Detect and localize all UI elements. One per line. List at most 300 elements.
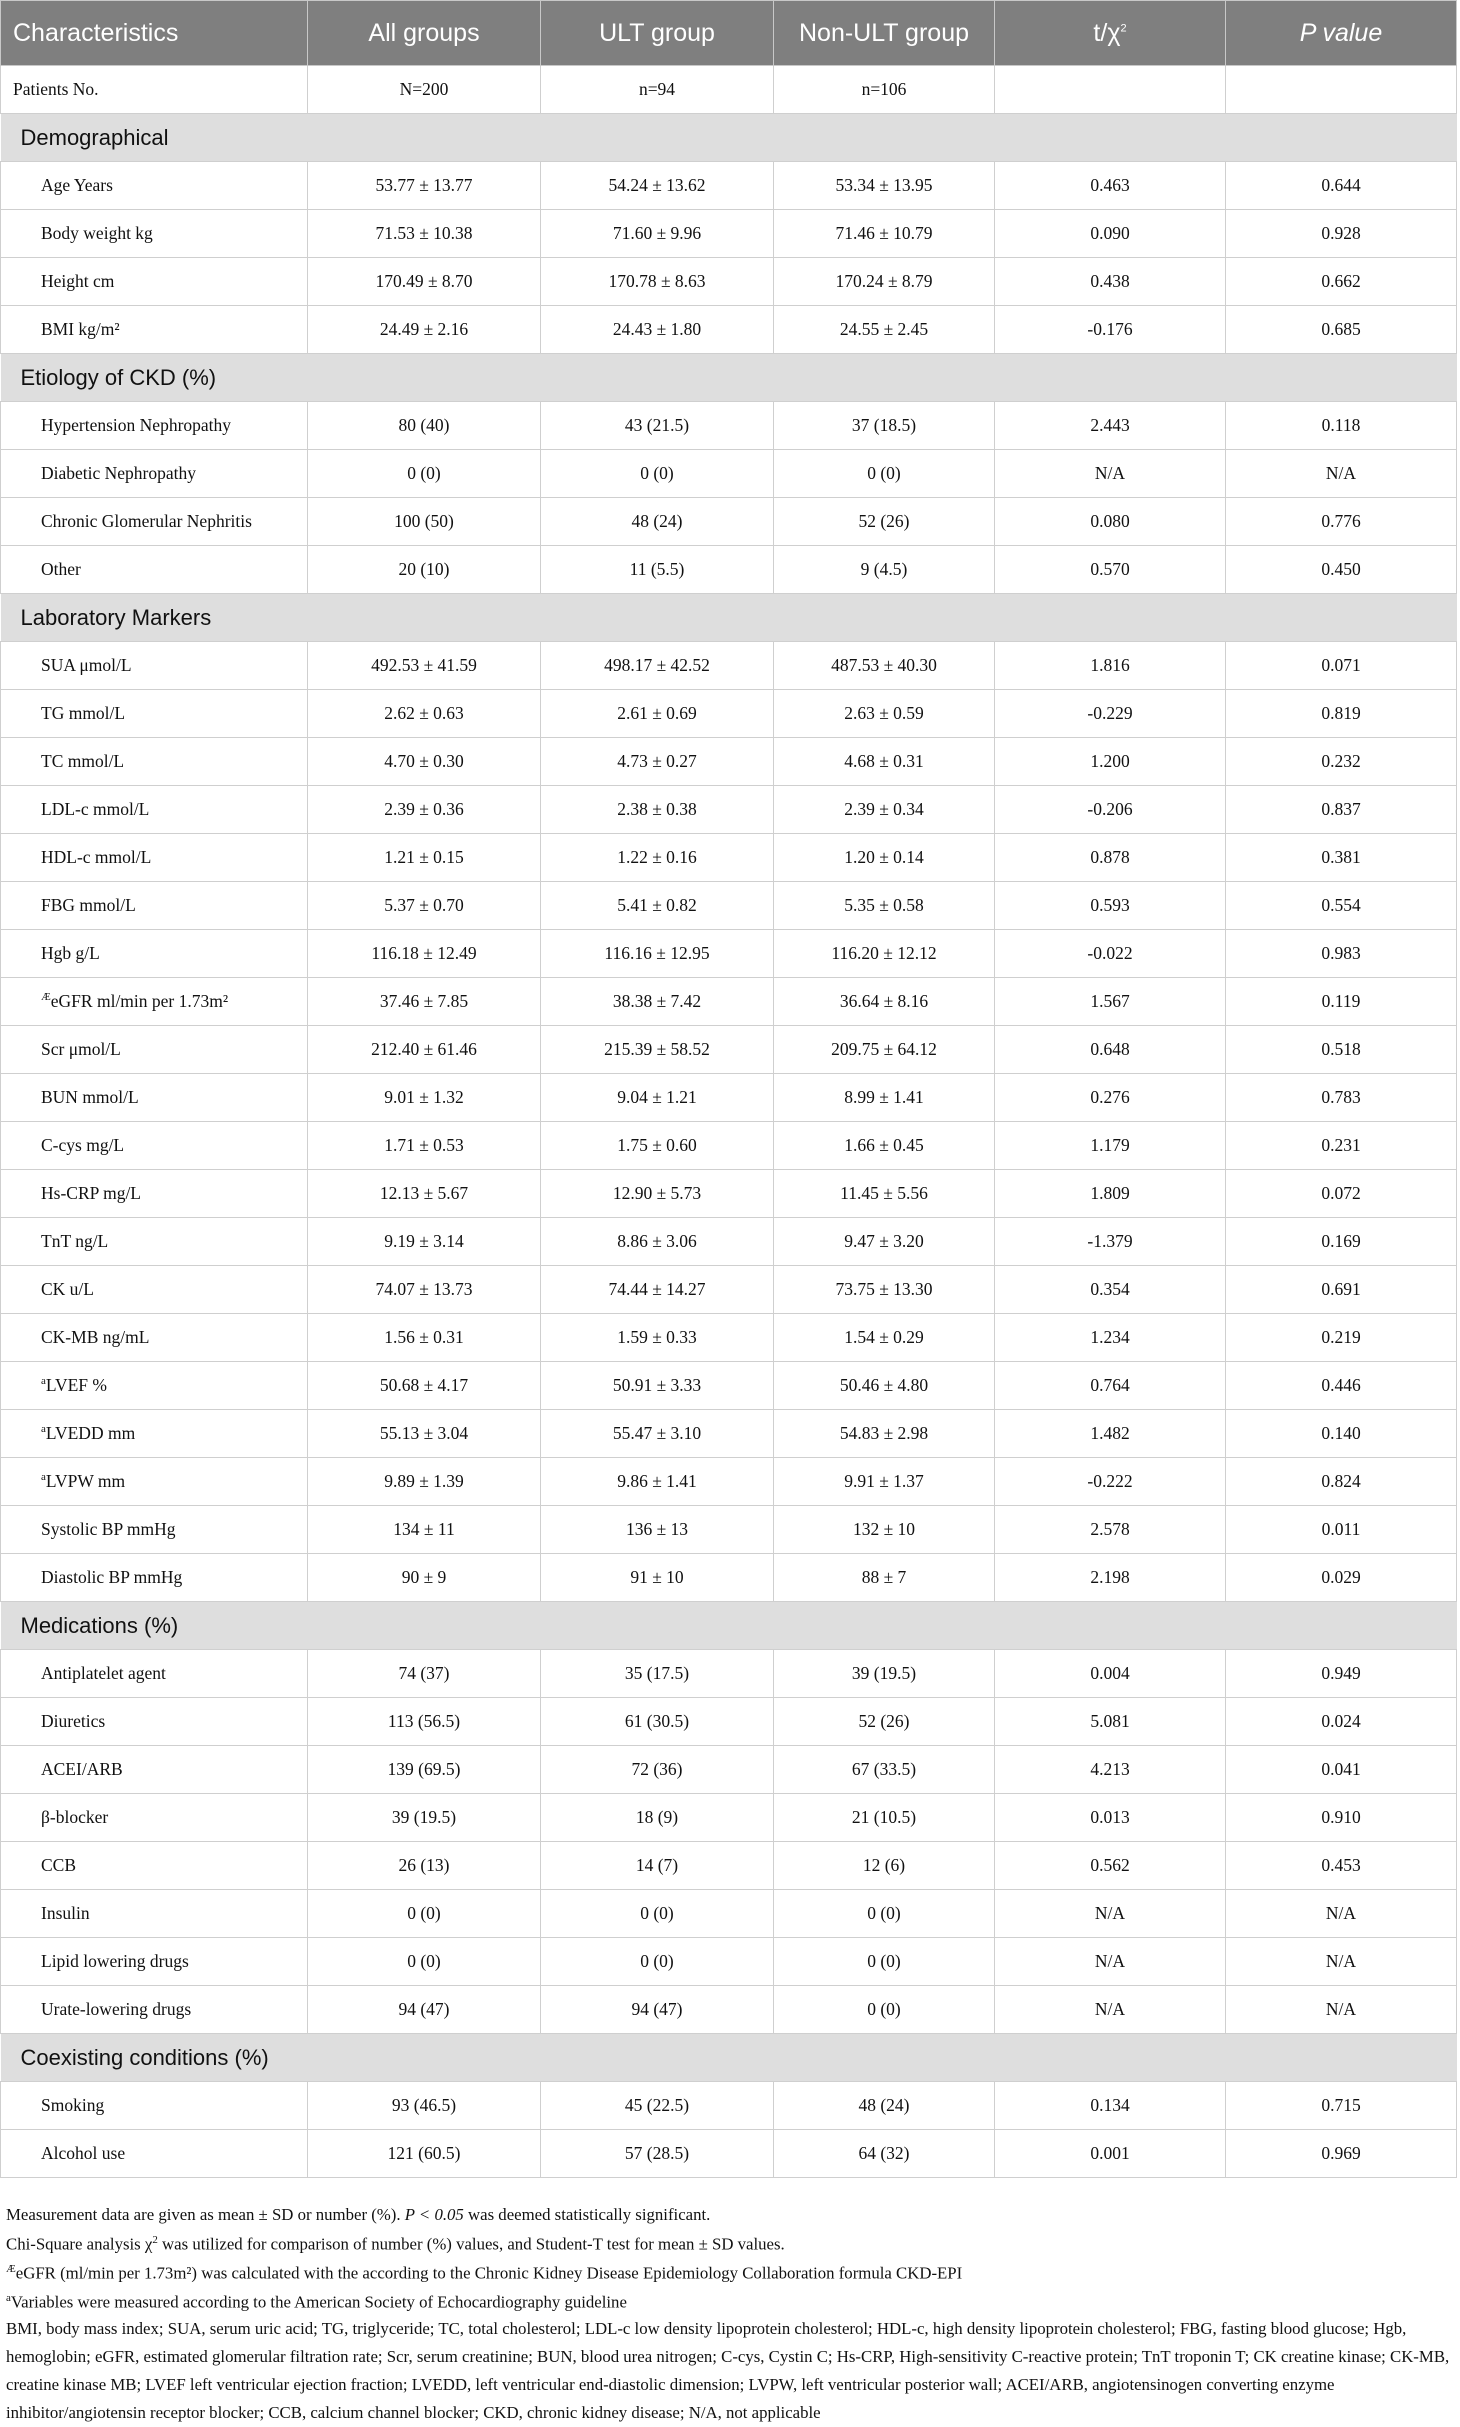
- table-row: [1, 546, 1457, 594]
- p-value-cell: 0.453: [1226, 1842, 1457, 1890]
- test-statistic-cell: -0.022: [995, 930, 1226, 978]
- all-groups-cell: 100 (50): [308, 498, 541, 546]
- p-value-cell: [1226, 66, 1457, 114]
- ult-group-cell: 61 (30.5): [541, 1698, 774, 1746]
- row-label: [1, 1026, 308, 1074]
- row-label: [1, 210, 308, 258]
- row-label-text: HDL-c mmol/L: [41, 847, 152, 867]
- row-label: [1, 1794, 308, 1842]
- p-value-cell: 0.983: [1226, 930, 1457, 978]
- row-label-text: Antiplatelet agent: [41, 1663, 166, 1683]
- all-groups-cell: 39 (19.5): [308, 1794, 541, 1842]
- p-value-cell: 0.381: [1226, 834, 1457, 882]
- ult-group-cell: 14 (7): [541, 1842, 774, 1890]
- non-ult-group-cell: 37 (18.5): [774, 402, 995, 450]
- ult-group-cell: 0 (0): [541, 1890, 774, 1938]
- row-label-text: LVEF %: [45, 1375, 107, 1395]
- all-groups-cell: 20 (10): [308, 546, 541, 594]
- section-label: Medications (%): [1, 1602, 1457, 1650]
- test-statistic-cell: -0.229: [995, 690, 1226, 738]
- row-label-text: CCB: [41, 1855, 77, 1875]
- p-value-cell: 0.118: [1226, 402, 1457, 450]
- test-statistic-cell: 0.004: [995, 1650, 1226, 1698]
- table-row: [1, 1026, 1457, 1074]
- table-row: [1, 1458, 1457, 1506]
- ult-group-cell: 94 (47): [541, 1986, 774, 2034]
- non-ult-group-cell: 24.55 ± 2.45: [774, 306, 995, 354]
- table-row: [1, 882, 1457, 930]
- non-ult-group-cell: 64 (32): [774, 2130, 995, 2178]
- row-label-text: Diuretics: [41, 1711, 106, 1731]
- row-label: [1, 546, 308, 594]
- table-row: [1, 450, 1457, 498]
- all-groups-cell: 0 (0): [308, 1890, 541, 1938]
- row-label-text: LDL-c mmol/L: [41, 799, 150, 819]
- all-groups-cell: 90 ± 9: [308, 1554, 541, 1602]
- ult-group-cell: 9.86 ± 1.41: [541, 1458, 774, 1506]
- ult-group-cell: 12.90 ± 5.73: [541, 1170, 774, 1218]
- p-value-cell: 0.928: [1226, 210, 1457, 258]
- footnote-egfr: [6, 2257, 1456, 2286]
- p-value-cell: 0.024: [1226, 1698, 1457, 1746]
- row-label-text: Systolic BP mmHg: [41, 1519, 176, 1539]
- all-groups-cell: 9.19 ± 3.14: [308, 1218, 541, 1266]
- row-label-text: LVEDD mm: [45, 1423, 136, 1443]
- p-value-cell: 0.119: [1226, 978, 1457, 1026]
- row-label: [1, 1986, 308, 2034]
- p-value-cell: N/A: [1226, 1938, 1457, 1986]
- p-value-cell: 0.715: [1226, 2082, 1457, 2130]
- section-label: Laboratory Markers: [1, 594, 1457, 642]
- non-ult-group-cell: 39 (19.5): [774, 1650, 995, 1698]
- footnote-abbreviations: BMI, body mass index; SUA, serum uric acid; TG, triglyceride; TC, total cholesterol; LDL-c low density lipoprotein cholesterol; HDL-c, high density lipoprotein cholesterol; FBG, fasting blood glucose; Hgb, hemoglobin; eGFR, estimated glomerular filtration rate; Scr, serum creatinine; BUN, blood urea nitrogen; C-cys, Cystin C; Hs-CRP, High-sensitivity C-reactive protein; TnT troponin T; CK creatine kinase; CK-MB, creatine kinase MB; LVEF left ventricular ejection fraction; LVEDD, left ventricular end-diastolic dimension; LVPW, left ventricular posterior wall; ACEI/ARB, angiotensinogen converting enzyme inhibitor/angiotensin receptor blocker; CCB, calcium channel blocker; CKD, chronic kidney disease; N/A, not applicable: [6, 2318, 1450, 2422]
- header-all-groups: All groups: [308, 1, 541, 66]
- row-label: [1, 1170, 308, 1218]
- p-value-cell: 0.949: [1226, 1650, 1457, 1698]
- ult-group-cell: 2.38 ± 0.38: [541, 786, 774, 834]
- ult-group-cell: 38.38 ± 7.42: [541, 978, 774, 1026]
- non-ult-group-cell: 5.35 ± 0.58: [774, 882, 995, 930]
- row-label: [1, 1506, 308, 1554]
- row-label: [1, 642, 308, 690]
- table-row: [1, 1218, 1457, 1266]
- table-row: [1, 1170, 1457, 1218]
- test-statistic-cell: 1.809: [995, 1170, 1226, 1218]
- ult-group-cell: 24.43 ± 1.80: [541, 306, 774, 354]
- test-statistic-cell: 1.567: [995, 978, 1226, 1026]
- table-row: [1, 1554, 1457, 1602]
- ult-group-cell: 498.17 ± 42.52: [541, 642, 774, 690]
- all-groups-cell: 113 (56.5): [308, 1698, 541, 1746]
- ult-group-cell: 43 (21.5): [541, 402, 774, 450]
- test-statistic-cell: 4.213: [995, 1746, 1226, 1794]
- footnote-significance: P < 0.05: [404, 2205, 464, 2224]
- ult-group-cell: 5.41 ± 0.82: [541, 882, 774, 930]
- row-label: [1, 1554, 308, 1602]
- test-statistic-cell: 0.276: [995, 1074, 1226, 1122]
- p-value-cell: 0.072: [1226, 1170, 1457, 1218]
- ult-group-cell: n=94: [541, 66, 774, 114]
- test-statistic-cell: 1.179: [995, 1122, 1226, 1170]
- all-groups-cell: 74 (37): [308, 1650, 541, 1698]
- all-groups-cell: 74.07 ± 13.73: [308, 1266, 541, 1314]
- header-characteristics: Characteristics: [1, 1, 308, 66]
- header-non-ult-group: Non-ULT group: [774, 1, 995, 66]
- non-ult-group-cell: 2.63 ± 0.59: [774, 690, 995, 738]
- row-label-text: ACEI/ARB: [41, 1759, 123, 1779]
- footnote-text: eGFR (ml/min per 1.73m²) was calculated with the according to the Chronic Kidney Disease Epidemiology Collaboration formula CKD-EPI: [15, 2263, 963, 2283]
- non-ult-group-cell: 53.34 ± 13.95: [774, 162, 995, 210]
- all-groups-cell: 37.46 ± 7.85: [308, 978, 541, 1026]
- ult-group-cell: 54.24 ± 13.62: [541, 162, 774, 210]
- p-value-cell: 0.969: [1226, 2130, 1457, 2178]
- ult-group-cell: 215.39 ± 58.52: [541, 1026, 774, 1074]
- test-statistic-cell: 0.134: [995, 2082, 1226, 2130]
- section-label: Etiology of CKD (%): [1, 354, 1457, 402]
- all-groups-cell: 492.53 ± 41.59: [308, 642, 541, 690]
- test-statistic-cell: N/A: [995, 1938, 1226, 1986]
- ult-group-cell: 50.91 ± 3.33: [541, 1362, 774, 1410]
- table-row: [1, 1314, 1457, 1362]
- row-label: [1, 1938, 308, 1986]
- non-ult-group-cell: 116.20 ± 12.12: [774, 930, 995, 978]
- row-label-text: β-blocker: [41, 1807, 109, 1827]
- section-row: [1, 354, 1457, 402]
- row-label-text: Smoking: [41, 2095, 105, 2115]
- ult-group-cell: 4.73 ± 0.27: [541, 738, 774, 786]
- non-ult-group-cell: 209.75 ± 64.12: [774, 1026, 995, 1074]
- non-ult-group-cell: 88 ± 7: [774, 1554, 995, 1602]
- all-groups-cell: 71.53 ± 10.38: [308, 210, 541, 258]
- non-ult-group-cell: 9 (4.5): [774, 546, 995, 594]
- table-row: [1, 402, 1457, 450]
- non-ult-group-cell: 4.68 ± 0.31: [774, 738, 995, 786]
- row-label-text: Scr μmol/L: [41, 1039, 121, 1059]
- p-value-cell: 0.041: [1226, 1746, 1457, 1794]
- non-ult-group-cell: 1.20 ± 0.14: [774, 834, 995, 882]
- test-statistic-cell: 0.354: [995, 1266, 1226, 1314]
- row-label-text: Urate-lowering drugs: [41, 1999, 192, 2019]
- all-groups-cell: 116.18 ± 12.49: [308, 930, 541, 978]
- row-label-text: eGFR ml/min per 1.73m²: [50, 991, 229, 1011]
- p-value-cell: 0.231: [1226, 1122, 1457, 1170]
- row-label: [1, 450, 308, 498]
- p-value-cell: 0.685: [1226, 306, 1457, 354]
- non-ult-group-cell: 8.99 ± 1.41: [774, 1074, 995, 1122]
- ult-group-cell: 9.04 ± 1.21: [541, 1074, 774, 1122]
- table-row: [1, 1746, 1457, 1794]
- row-label-text: LVPW mm: [45, 1471, 126, 1491]
- p-value-cell: 0.011: [1226, 1506, 1457, 1554]
- table-row: [1, 1362, 1457, 1410]
- test-statistic-cell: 2.198: [995, 1554, 1226, 1602]
- footnote-text: Measurement data are given as mean ± SD or number (%).: [6, 2205, 405, 2224]
- row-label: [1, 306, 308, 354]
- row-label: [1, 1890, 308, 1938]
- ult-group-cell: 136 ± 13: [541, 1506, 774, 1554]
- test-statistic-cell: 0.570: [995, 546, 1226, 594]
- row-label-text: Hs-CRP mg/L: [41, 1183, 141, 1203]
- footnote-text: Chi-Square analysis χ: [6, 2234, 153, 2254]
- section-row: [1, 114, 1457, 162]
- all-groups-cell: 94 (47): [308, 1986, 541, 2034]
- header-test-statistic: [995, 1, 1226, 66]
- p-value-cell: 0.518: [1226, 1026, 1457, 1074]
- ult-group-cell: 55.47 ± 3.10: [541, 1410, 774, 1458]
- row-label: [1, 1074, 308, 1122]
- non-ult-group-cell: 0 (0): [774, 450, 995, 498]
- test-statistic-cell: 0.648: [995, 1026, 1226, 1074]
- row-label-text: CK u/L: [41, 1279, 94, 1299]
- test-statistic-cell: 0.463: [995, 162, 1226, 210]
- all-groups-cell: 80 (40): [308, 402, 541, 450]
- row-label: [1, 1314, 308, 1362]
- ult-group-cell: 74.44 ± 14.27: [541, 1266, 774, 1314]
- table-row: [1, 738, 1457, 786]
- footnote-sup: Æ: [6, 2262, 16, 2275]
- all-groups-cell: 212.40 ± 61.46: [308, 1026, 541, 1074]
- table-row: [1, 1698, 1457, 1746]
- test-statistic-cell: 5.081: [995, 1698, 1226, 1746]
- p-value-cell: 0.232: [1226, 738, 1457, 786]
- row-label: [1, 690, 308, 738]
- non-ult-group-cell: 0 (0): [774, 1986, 995, 2034]
- ult-group-cell: 91 ± 10: [541, 1554, 774, 1602]
- row-label-text: Age Years: [41, 175, 113, 195]
- footnote-tests: [6, 2228, 1456, 2257]
- row-label: [1, 930, 308, 978]
- ult-group-cell: 1.22 ± 0.16: [541, 834, 774, 882]
- all-groups-cell: 170.49 ± 8.70: [308, 258, 541, 306]
- header-ult-group: ULT group: [541, 1, 774, 66]
- non-ult-group-cell: 50.46 ± 4.80: [774, 1362, 995, 1410]
- non-ult-group-cell: 9.91 ± 1.37: [774, 1458, 995, 1506]
- footnote-echo: [6, 2286, 1456, 2315]
- row-label: [1, 1458, 308, 1506]
- table-row: [1, 1842, 1457, 1890]
- non-ult-group-cell: 54.83 ± 2.98: [774, 1410, 995, 1458]
- test-statistic-cell: 0.001: [995, 2130, 1226, 2178]
- footnote-data-format: [6, 2203, 1456, 2228]
- row-label-text: FBG mmol/L: [41, 895, 136, 915]
- table-row: [1, 1410, 1457, 1458]
- p-value-cell: 0.910: [1226, 1794, 1457, 1842]
- row-label: [1, 66, 308, 114]
- table-row: [1, 210, 1457, 258]
- all-groups-cell: 4.70 ± 0.30: [308, 738, 541, 786]
- all-groups-cell: 1.21 ± 0.15: [308, 834, 541, 882]
- ult-group-cell: 72 (36): [541, 1746, 774, 1794]
- table-row: [1, 1074, 1457, 1122]
- row-label: [1, 1746, 308, 1794]
- table-row: [1, 1266, 1457, 1314]
- p-value-cell: 0.029: [1226, 1554, 1457, 1602]
- row-label: [1, 2082, 308, 2130]
- row-label: [1, 786, 308, 834]
- test-statistic-cell: -1.379: [995, 1218, 1226, 1266]
- test-statistic-cell: 0.438: [995, 258, 1226, 306]
- test-statistic-cell: 0.090: [995, 210, 1226, 258]
- row-label: [1, 1122, 308, 1170]
- footnote-sup: a: [6, 2291, 11, 2304]
- all-groups-cell: 121 (60.5): [308, 2130, 541, 2178]
- non-ult-group-cell: 52 (26): [774, 1698, 995, 1746]
- row-label-sup: Æ: [41, 991, 51, 1004]
- row-label: [1, 258, 308, 306]
- test-statistic-cell: 2.578: [995, 1506, 1226, 1554]
- test-statistic-cell: [995, 66, 1226, 114]
- row-label-text: Hgb g/L: [41, 943, 100, 963]
- p-value-cell: 0.169: [1226, 1218, 1457, 1266]
- non-ult-group-cell: 170.24 ± 8.79: [774, 258, 995, 306]
- all-groups-cell: 12.13 ± 5.67: [308, 1170, 541, 1218]
- table-row: [1, 1650, 1457, 1698]
- non-ult-group-cell: 52 (26): [774, 498, 995, 546]
- test-statistic-cell: 0.080: [995, 498, 1226, 546]
- test-statistic-cell: -0.222: [995, 1458, 1226, 1506]
- all-groups-cell: 55.13 ± 3.04: [308, 1410, 541, 1458]
- p-value-cell: 0.776: [1226, 498, 1457, 546]
- p-value-cell: 0.662: [1226, 258, 1457, 306]
- all-groups-cell: 26 (13): [308, 1842, 541, 1890]
- row-label-text: Chronic Glomerular Nephritis: [41, 511, 252, 531]
- p-value-cell: 0.554: [1226, 882, 1457, 930]
- all-groups-cell: 1.56 ± 0.31: [308, 1314, 541, 1362]
- row-label: [1, 162, 308, 210]
- non-ult-group-cell: n=106: [774, 66, 995, 114]
- test-statistic-cell: 0.878: [995, 834, 1226, 882]
- non-ult-group-cell: 0 (0): [774, 1890, 995, 1938]
- table-row: [1, 1122, 1457, 1170]
- table-footnotes: [6, 2203, 1456, 2427]
- p-value-cell: 0.644: [1226, 162, 1457, 210]
- row-label: [1, 1698, 308, 1746]
- all-groups-cell: 2.39 ± 0.36: [308, 786, 541, 834]
- row-label: [1, 1362, 308, 1410]
- ult-group-cell: 48 (24): [541, 498, 774, 546]
- ult-group-cell: 170.78 ± 8.63: [541, 258, 774, 306]
- test-statistic-cell: 1.816: [995, 642, 1226, 690]
- non-ult-group-cell: 73.75 ± 13.30: [774, 1266, 995, 1314]
- non-ult-group-cell: 487.53 ± 40.30: [774, 642, 995, 690]
- table-row: [1, 1794, 1457, 1842]
- header-test-statistic-label: t/χ: [1093, 18, 1121, 47]
- row-label: [1, 834, 308, 882]
- table-row: [1, 1890, 1457, 1938]
- ult-group-cell: 71.60 ± 9.96: [541, 210, 774, 258]
- p-value-cell: 0.837: [1226, 786, 1457, 834]
- all-groups-cell: 1.71 ± 0.53: [308, 1122, 541, 1170]
- table-row: [1, 2082, 1457, 2130]
- table-row: [1, 978, 1457, 1026]
- row-label-text: Body weight kg: [41, 223, 153, 243]
- footnote-text: Variables were measured according to the American Society of Echocardiography guideline: [10, 2292, 627, 2312]
- ult-group-cell: 11 (5.5): [541, 546, 774, 594]
- non-ult-group-cell: 0 (0): [774, 1938, 995, 1986]
- test-statistic-cell: N/A: [995, 1986, 1226, 2034]
- p-value-cell: 0.446: [1226, 1362, 1457, 1410]
- table-row: [1, 258, 1457, 306]
- test-statistic-cell: N/A: [995, 1890, 1226, 1938]
- row-label: [1, 1650, 308, 1698]
- non-ult-group-cell: 132 ± 10: [774, 1506, 995, 1554]
- table-row: [1, 162, 1457, 210]
- all-groups-cell: 139 (69.5): [308, 1746, 541, 1794]
- p-value-cell: 0.219: [1226, 1314, 1457, 1362]
- table-row: [1, 498, 1457, 546]
- non-ult-group-cell: 48 (24): [774, 2082, 995, 2130]
- p-value-cell: 0.691: [1226, 1266, 1457, 1314]
- p-value-cell: 0.783: [1226, 1074, 1457, 1122]
- test-statistic-cell: 0.013: [995, 1794, 1226, 1842]
- non-ult-group-cell: 1.54 ± 0.29: [774, 1314, 995, 1362]
- test-statistic-cell: N/A: [995, 450, 1226, 498]
- section-row: [1, 1602, 1457, 1650]
- table-row: [1, 306, 1457, 354]
- section-row: [1, 594, 1457, 642]
- table-row: [1, 2130, 1457, 2178]
- p-value-cell: N/A: [1226, 1890, 1457, 1938]
- non-ult-group-cell: 2.39 ± 0.34: [774, 786, 995, 834]
- all-groups-cell: 93 (46.5): [308, 2082, 541, 2130]
- all-groups-cell: 0 (0): [308, 450, 541, 498]
- row-label-text: Patients No.: [13, 79, 99, 99]
- all-groups-cell: 5.37 ± 0.70: [308, 882, 541, 930]
- non-ult-group-cell: 67 (33.5): [774, 1746, 995, 1794]
- ult-group-cell: 1.75 ± 0.60: [541, 1122, 774, 1170]
- non-ult-group-cell: 11.45 ± 5.56: [774, 1170, 995, 1218]
- non-ult-group-cell: 21 (10.5): [774, 1794, 995, 1842]
- ult-group-cell: 18 (9): [541, 1794, 774, 1842]
- row-label: [1, 1410, 308, 1458]
- test-statistic-cell: 1.482: [995, 1410, 1226, 1458]
- header-test-statistic-sup: 2: [1120, 22, 1127, 35]
- row-label-sup: a: [41, 1423, 46, 1436]
- section-label: Coexisting conditions (%): [1, 2034, 1457, 2082]
- p-value-cell: N/A: [1226, 1986, 1457, 2034]
- table-row: [1, 1938, 1457, 1986]
- test-statistic-cell: 0.764: [995, 1362, 1226, 1410]
- non-ult-group-cell: 1.66 ± 0.45: [774, 1122, 995, 1170]
- ult-group-cell: 35 (17.5): [541, 1650, 774, 1698]
- row-label-text: TC mmol/L: [41, 751, 125, 771]
- row-label: [1, 1842, 308, 1890]
- test-statistic-cell: -0.176: [995, 306, 1226, 354]
- section-row: [1, 2034, 1457, 2082]
- row-label-text: SUA μmol/L: [41, 655, 132, 675]
- test-statistic-cell: 0.562: [995, 1842, 1226, 1890]
- ult-group-cell: 2.61 ± 0.69: [541, 690, 774, 738]
- ult-group-cell: 57 (28.5): [541, 2130, 774, 2178]
- table-row: [1, 690, 1457, 738]
- all-groups-cell: 2.62 ± 0.63: [308, 690, 541, 738]
- ult-group-cell: 8.86 ± 3.06: [541, 1218, 774, 1266]
- row-label-sup: a: [41, 1375, 46, 1388]
- row-label-text: BMI kg/m²: [41, 319, 120, 339]
- row-label: [1, 498, 308, 546]
- p-value-cell: N/A: [1226, 450, 1457, 498]
- non-ult-group-cell: 9.47 ± 3.20: [774, 1218, 995, 1266]
- all-groups-cell: 134 ± 11: [308, 1506, 541, 1554]
- footnote-text: was deemed statistically significant.: [463, 2205, 711, 2224]
- test-statistic-cell: 2.443: [995, 402, 1226, 450]
- all-groups-cell: 53.77 ± 13.77: [308, 162, 541, 210]
- row-label-text: Diabetic Nephropathy: [41, 463, 197, 483]
- row-label-text: TG mmol/L: [41, 703, 126, 723]
- row-label-text: Other: [41, 559, 81, 579]
- row-label-text: Lipid lowering drugs: [41, 1951, 189, 1971]
- all-groups-cell: 50.68 ± 4.17: [308, 1362, 541, 1410]
